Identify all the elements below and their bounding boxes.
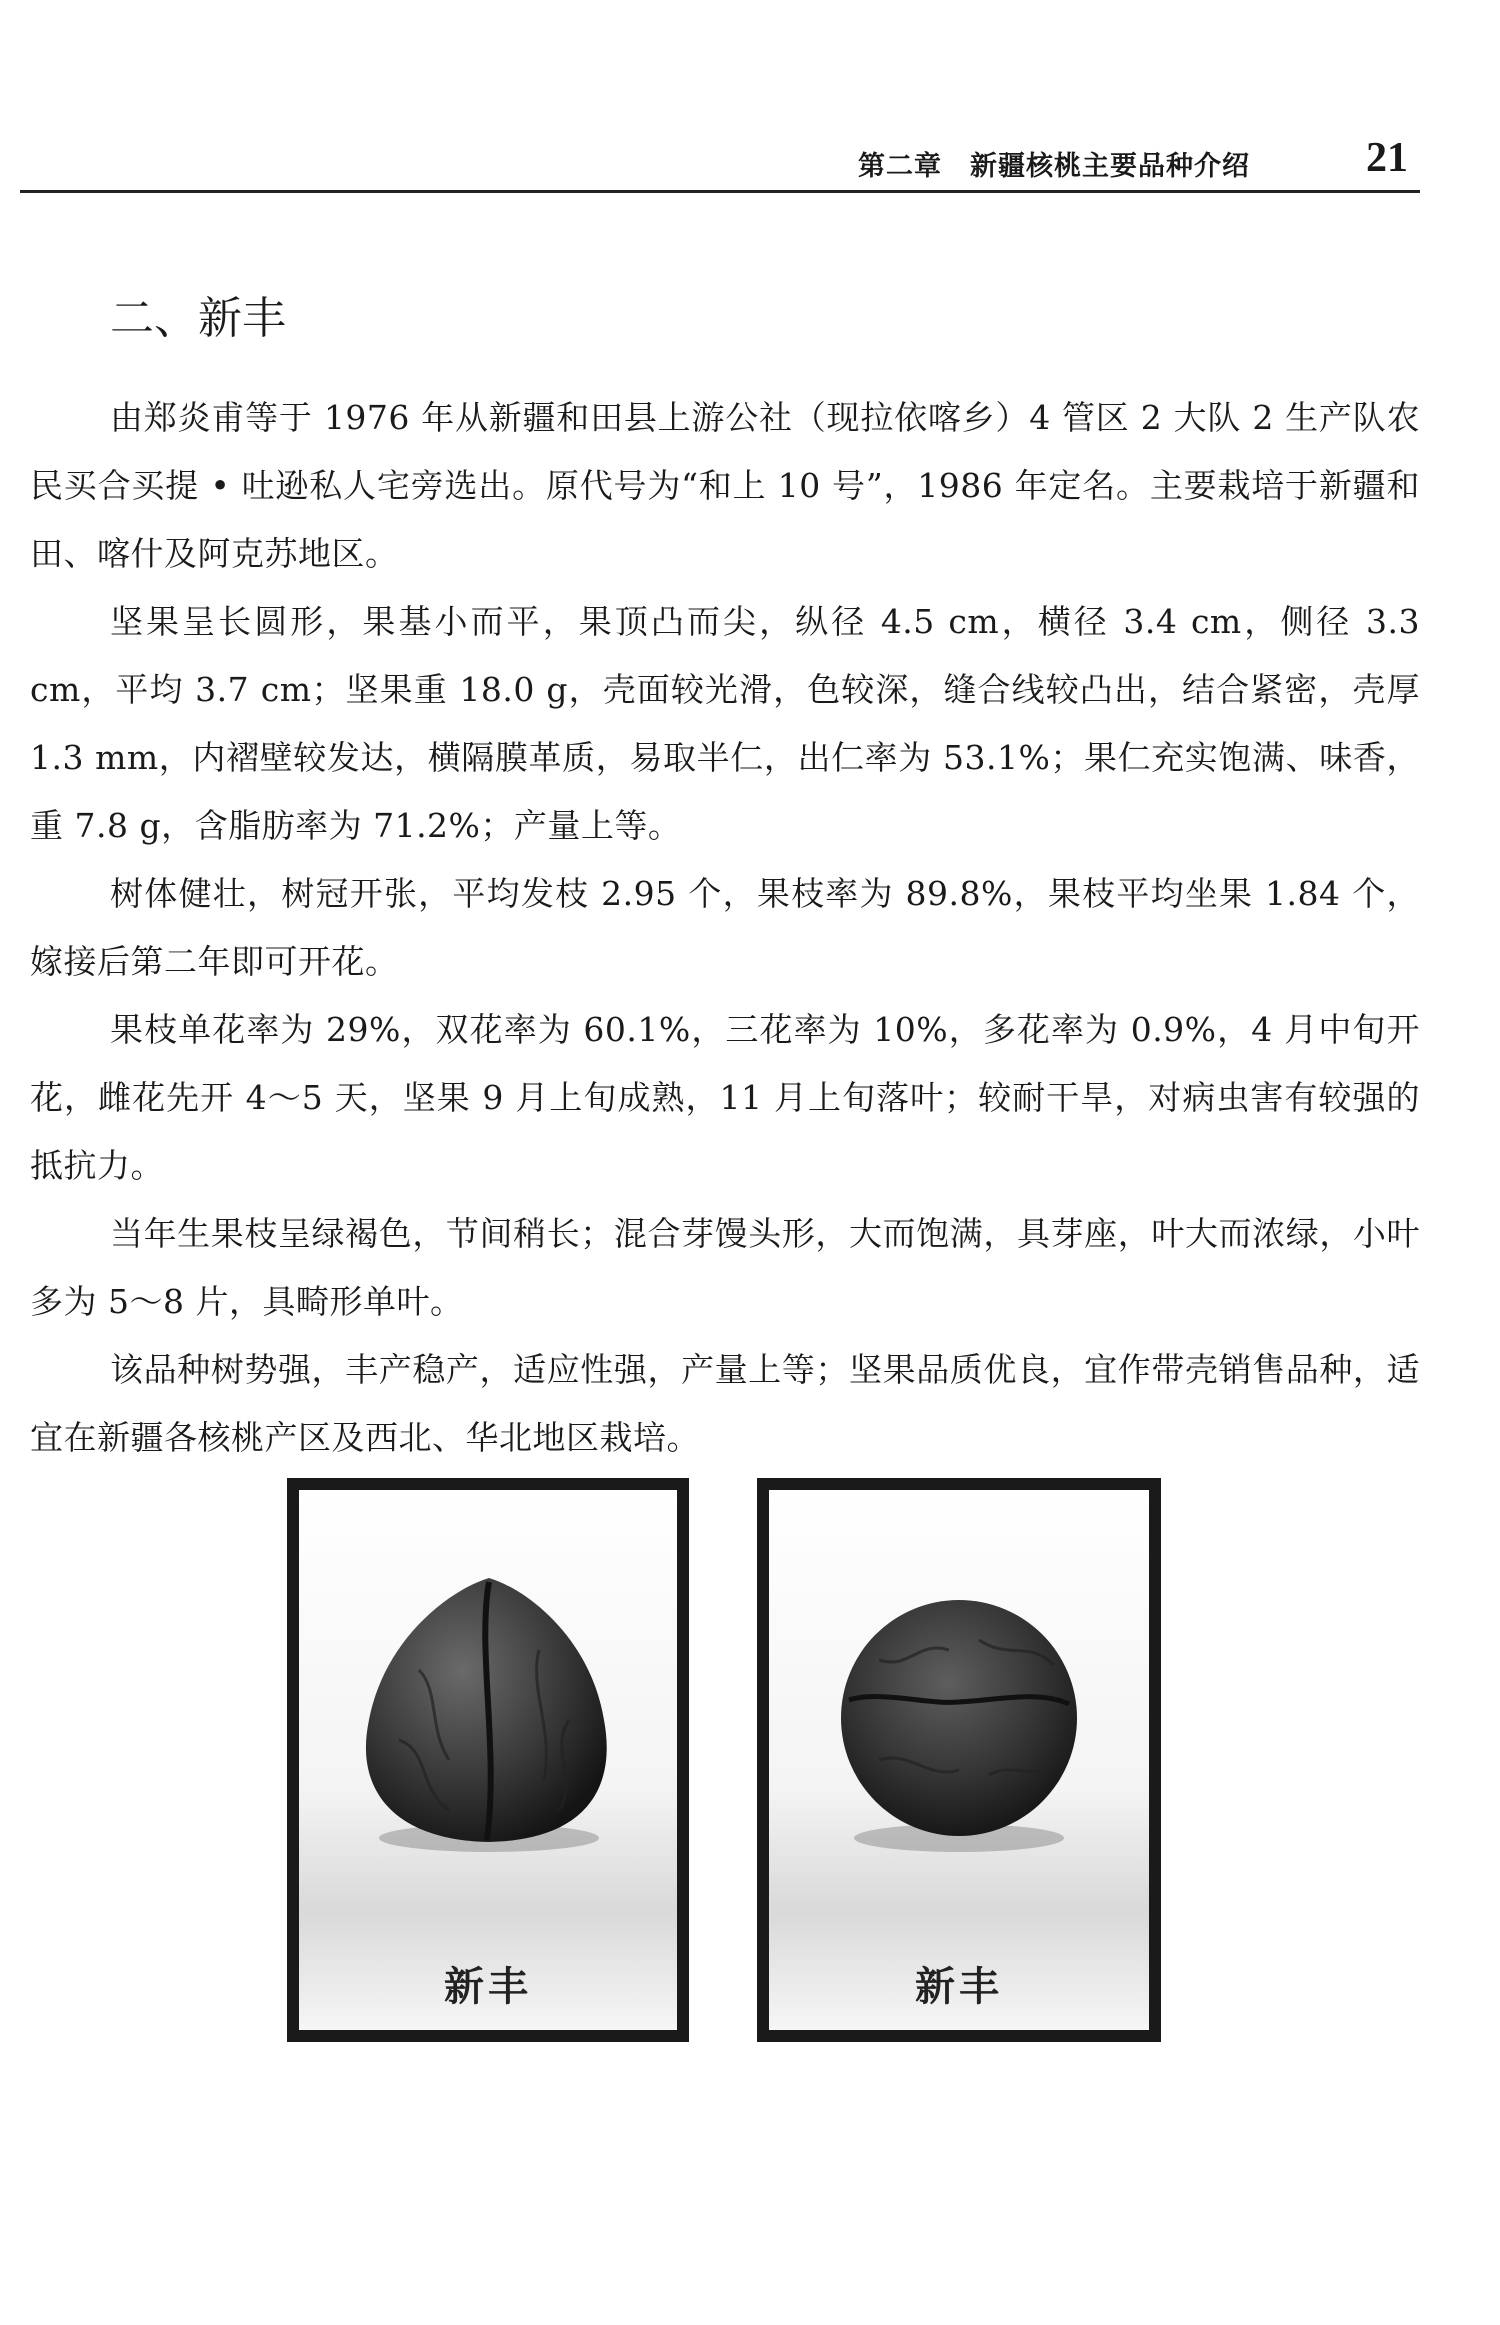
walnut-photo-side-view bbox=[287, 1478, 689, 2042]
paragraph-origin: 由郑炎甫等于 1976 年从新疆和田县上游公社（现拉依喀乡）4 管区 2 大队 2 生产队农民买合买提 • 吐逊私人宅旁选出。原代号为“和上 10 号”，1986 年定名。主要栽培于新疆和田、喀什及阿克苏地区。 bbox=[30, 398, 1420, 573]
section-title: 二、新丰 bbox=[110, 293, 286, 344]
body-text bbox=[30, 384, 1420, 1472]
walnut-top-image bbox=[769, 1490, 1149, 2030]
page-number: 21 bbox=[1366, 135, 1408, 181]
photo-frame bbox=[769, 1490, 1149, 2030]
paragraph-nut-traits: 坚果呈长圆形，果基小而平，果顶凸而尖，纵径 4.5 cm，横径 3.4 cm，侧径 3.3 cm，平均 3.7 cm；坚果重 18.0 g，壳面较光滑，色较深，缝合线较凸出，结合紧密，壳厚 1.3 mm，内褶壁较发达，横隔膜革质，易取半仁，出仁率为 53.1%；果仁充实饱满、味香，重 7.8 g，含脂肪率为 71.2%；产量上等。 bbox=[30, 602, 1420, 845]
paragraph-evaluation: 该品种树势强，丰产稳产，适应性强，产量上等；坚果品质优良，宜作带壳销售品种，适宜在新疆各核桃产区及西北、华北地区栽培。 bbox=[30, 1350, 1420, 1457]
header-chapter-title: 第二章 新疆核桃主要品种介绍 bbox=[858, 151, 1250, 182]
photo-caption: 新丰 bbox=[444, 1964, 532, 2010]
paragraph-tree-vigor: 树体健壮，树冠开张，平均发枝 2.95 个，果枝率为 89.8%，果枝平均坐果 1.84 个，嫁接后第二年即可开花。 bbox=[30, 874, 1420, 981]
photo-caption: 新丰 bbox=[915, 1964, 1003, 2010]
paragraph-flowering: 果枝单花率为 29%，双花率为 60.1%，三花率为 10%，多花率为 0.9%，4 月中旬开花，雌花先开 4～5 天，坚果 9 月上旬成熟，11 月上旬落叶；较耐干旱，对病虫害有较强的抵抗力。 bbox=[30, 1010, 1420, 1185]
paragraph-branch-traits: 当年生果枝呈绿褐色，节间稍长；混合芽馒头形，大而饱满，具芽座，叶大而浓绿，小叶多为 5～8 片，具畸形单叶。 bbox=[30, 1214, 1420, 1321]
walnut-side-image bbox=[299, 1490, 677, 2030]
walnut-photo-top-view bbox=[757, 1478, 1161, 2042]
photo-frame bbox=[299, 1490, 677, 2030]
running-header bbox=[20, 130, 1420, 193]
